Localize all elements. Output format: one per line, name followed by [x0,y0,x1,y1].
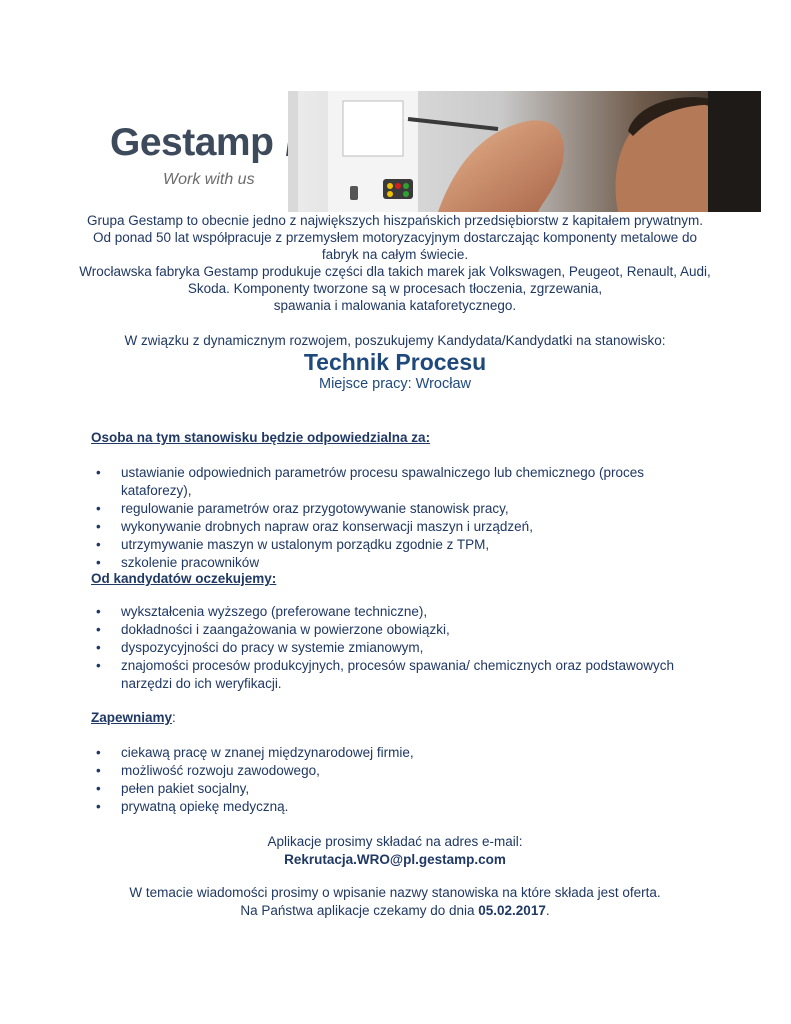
intro-line: spawania i malowania kataforetycznego. [273,298,517,313]
list-item: • dyspozycyjności do pracy w systemie zmianowym, [96,639,716,657]
logo-wordmark: Gestamp [110,121,274,164]
deadline-suffix: . [545,903,550,918]
apply-info [60,833,730,869]
list-item: • znajomości procesów produkcyjnych, procesów spawania/ chemicznych oraz podstawowych narzędzi do ich weryfikacji. [96,657,716,693]
responsibilities-heading: Osoba na tym stanowisku będzie odpowiedzialna za: [91,430,431,445]
list-item: • pełen pakiet socjalny, [96,780,716,798]
job-title: Technik Procesu [303,349,487,375]
intro-line: Grupa Gestamp to obecnie jedno z największych hiszpańskich przedsiębiorstw z kapitałem prywatnym. [86,213,704,228]
offer-heading [91,710,176,725]
offer-list [96,744,716,816]
offer-heading-text: Zapewniamy [91,710,173,725]
company-intro [60,212,730,314]
list-item: • prywatną opiekę medyczną. [96,798,716,816]
list-item: • dokładności i zaangażowania w powierzone obowiązki, [96,621,716,639]
header-banner [106,91,761,212]
deadline-prefix: Na Państwa aplikacje czekamy do dnia [240,903,479,918]
apply-email-link[interactable]: Rekrutacja.WRO@pl.gestamp.com [284,852,506,867]
header-photo [288,91,761,212]
deadline-line [60,902,730,920]
list-item: • ustawianie odpowiednich parametrów procesu spawalniczego lub chemicznego (proces kataforezy), [96,464,716,500]
list-item: • wykonywanie drobnych napraw oraz konserwacji maszyn i urządzeń, [96,518,716,536]
requirements-heading: Od kandydatów oczekujemy: [91,571,277,586]
list-item: • możliwość rozwoju zawodowego, [96,762,716,780]
offer-heading-colon: : [172,710,176,725]
list-item: • regulowanie parametrów oraz przygotowywanie stanowisk pracy, [96,500,716,518]
requirements-list [96,603,716,693]
apply-text: Aplikacje prosimy składać na adres e-mail: [267,834,523,849]
slogan: Work with us [163,171,255,188]
list-item: • wykształcenia wyższego (preferowane techniczne), [96,603,716,621]
list-item: • utrzymywanie maszyn w ustalonym porządku zgodnie z TPM, [96,536,716,554]
intro-line: fabryk na całym świecie. [321,247,469,262]
list-item: • ciekawą pracę w znanej międzynarodowej firmie, [96,744,716,762]
subject-note: W temacie wiadomości prosimy o wpisanie nazwy stanowiska na które składa jest oferta. [129,885,661,900]
responsibilities-list [96,464,716,572]
position-lead: W związku z dynamicznym rozwojem, poszukujemy Kandydata/Kandydatki na stanowisko: [124,333,666,348]
intro-line: Wrocławska fabryka Gestamp produkuje części dla takich marek jak Volkswagen, Peugeot, Renault, Audi, [79,264,711,279]
deadline-date: 05.02.2017 [478,903,546,918]
list-item: • szkolenie pracowników [96,554,716,572]
gestamp-logo [106,91,286,212]
job-location: Miejsce pracy: Wrocław [318,376,472,392]
application-note [60,884,730,920]
intro-line: Od ponad 50 lat współpracuje z przemysłem motoryzacyjnym dostarczając komponenty metalowe do [92,230,698,245]
intro-line: Skoda. Komponenty tworzone są w procesach tłoczenia, zgrzewania, [187,281,603,296]
